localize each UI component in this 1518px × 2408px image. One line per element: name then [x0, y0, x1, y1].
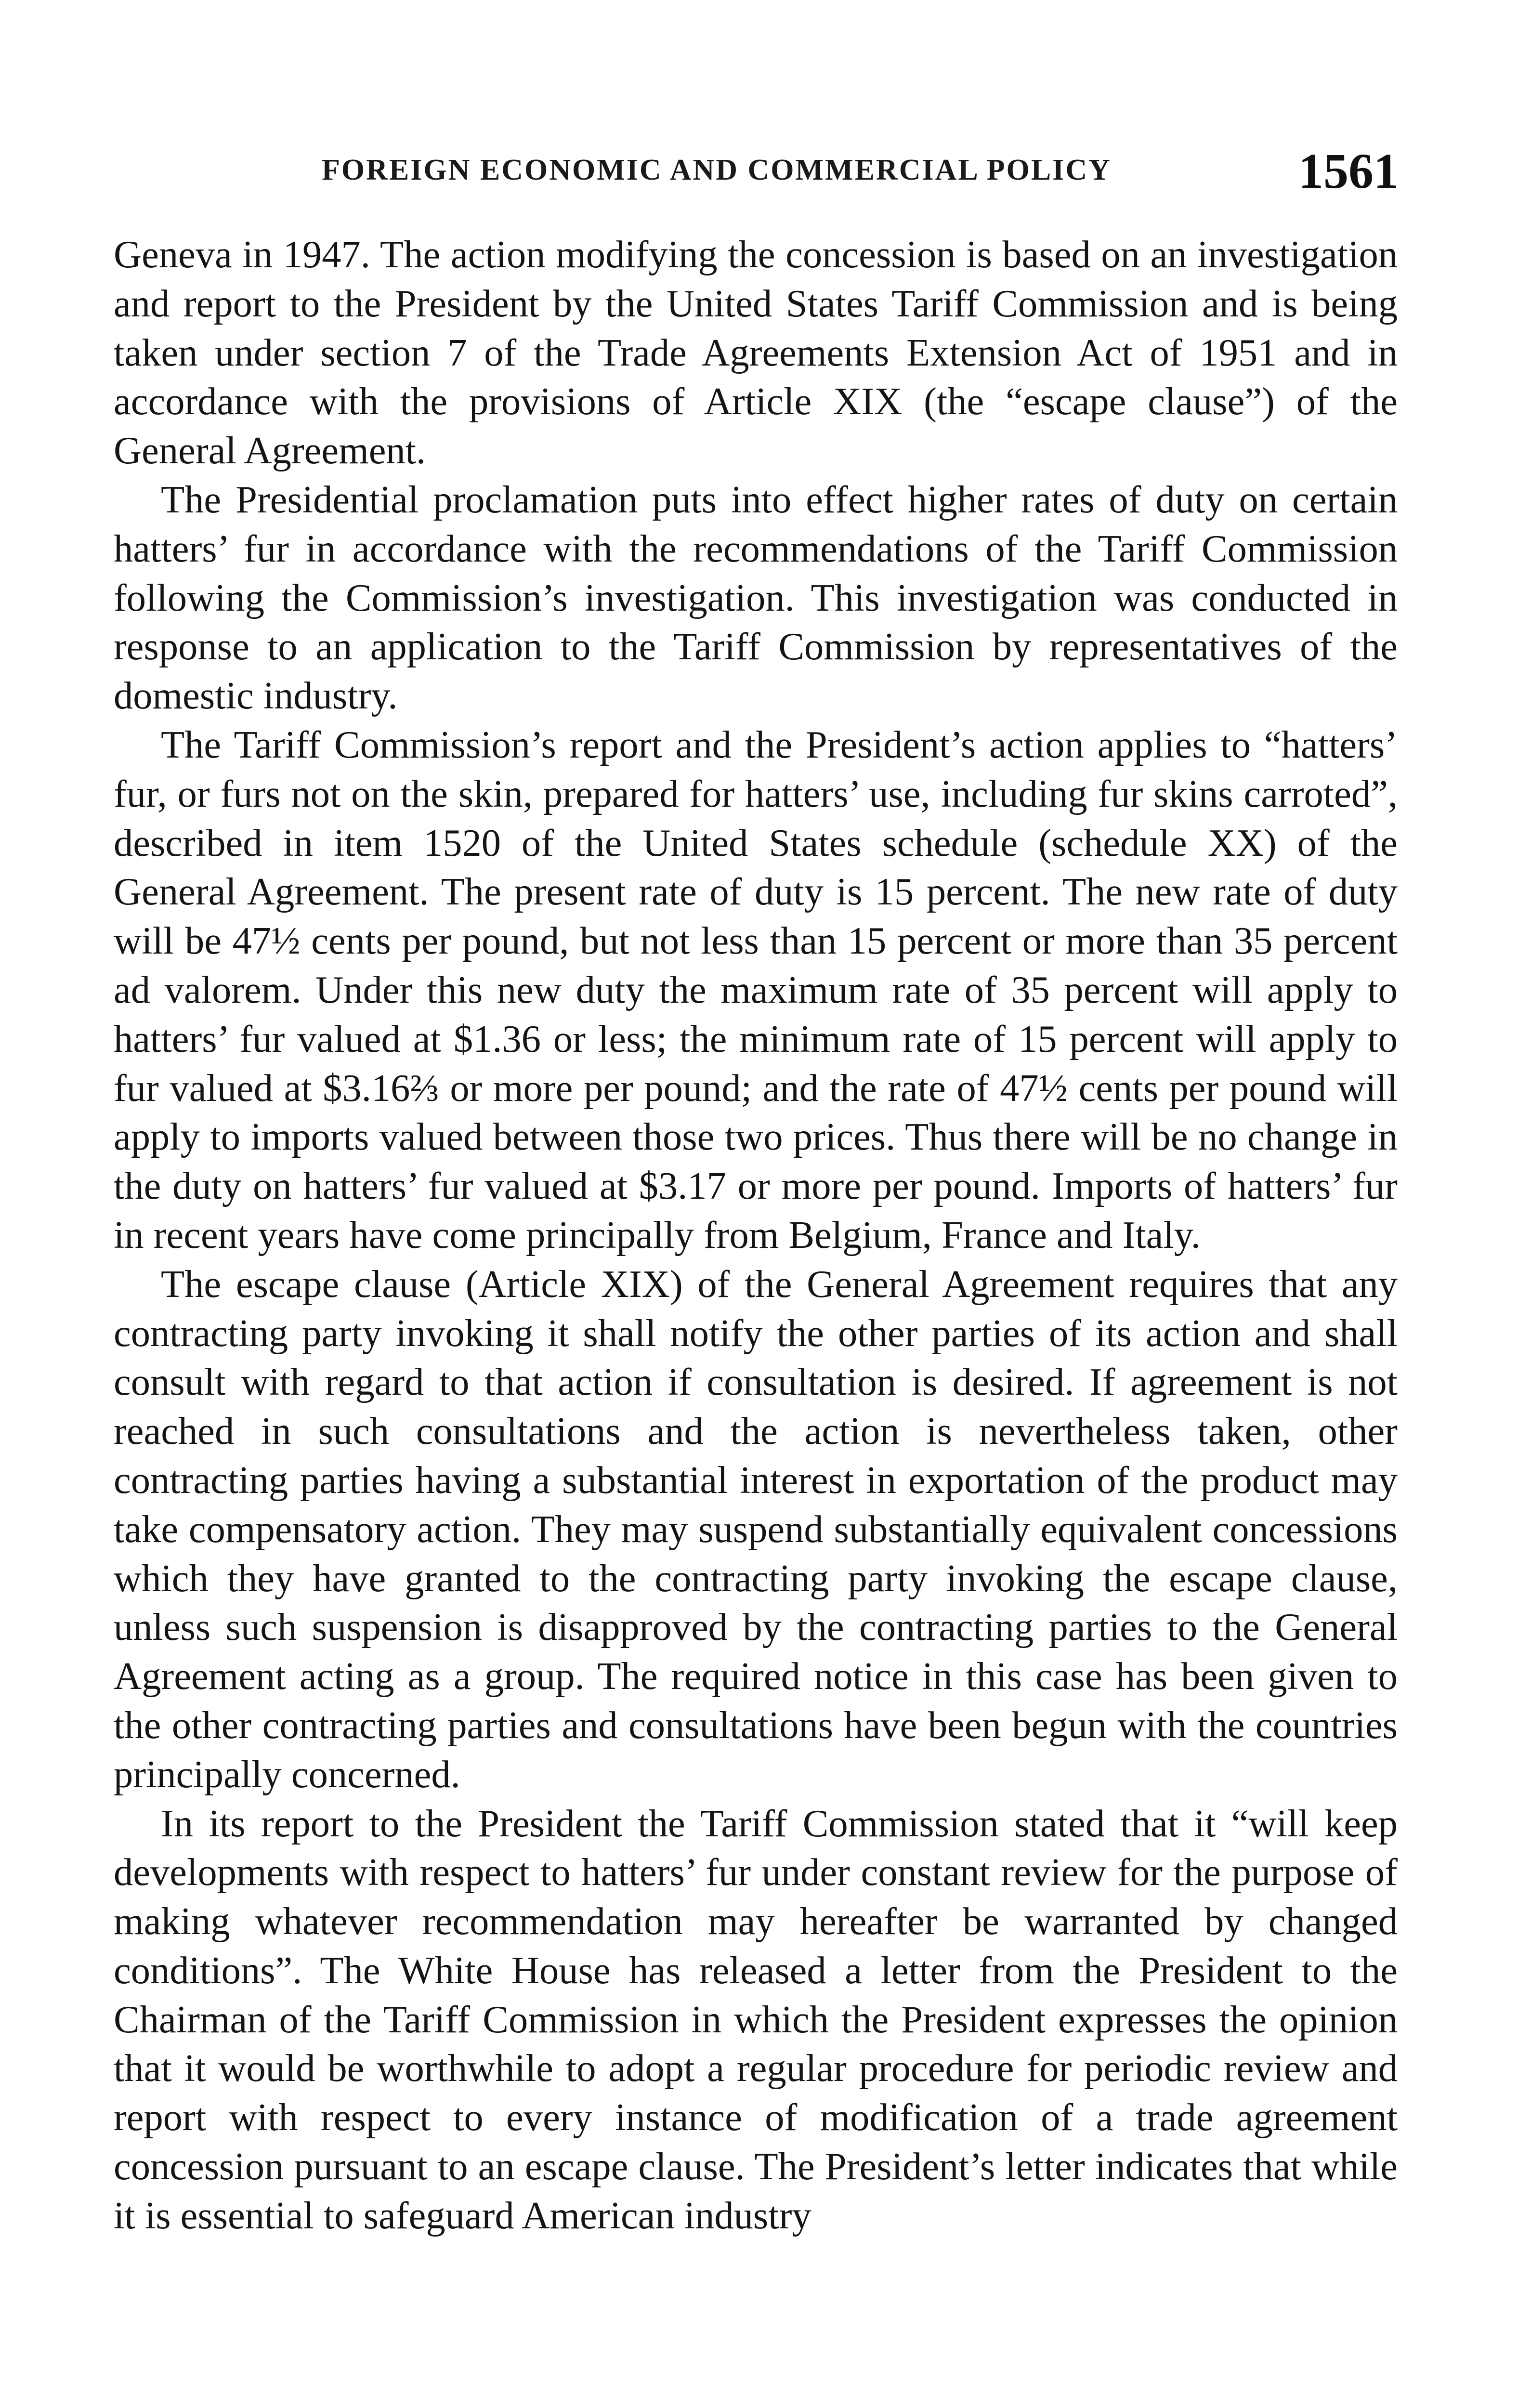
page-number: 1561 [1298, 144, 1399, 199]
running-head: FOREIGN ECONOMIC AND COMMERCIAL POLICY [322, 154, 1112, 186]
paragraph-escape-clause: The escape clause (Article XIX) of the General Agreement requires that any contracting party invoking it shall notify the other parties of its action and shall consult with regard to that action if consultation is desired. If agreement is not reached in such consultations and the action is nevertheless taken, other contracting parties having a substantial interest in exportation of the product may take compensatory action. They may suspend substantially equivalent concessions which they have granted to the contracting party invoking the escape clause, unless such suspension is disapproved by the contracting parties to the General Agreement acting as a group. The required notice in this case has been given to the other contracting parties and consultations have been begun with the countries principally concerned. [114, 1262, 1398, 1796]
paragraph-proclamation: The Presidential proclamation puts into effect higher rates of duty on certain hatters’ fur in accordance with the recommendations of the Tariff Commission following the Commission’s investigation. This investigation was conducted in response to an application to the Tariff Commission by representatives of the domestic industry. [114, 478, 1398, 718]
paragraph-commission-report: In its report to the President the Tariff Commission stated that it “will keep developments with respect to hatters’ fur under constant review for the purpose of making whatever recommendation may hereafter be warranted by changed conditions”. The White House has released a letter from the President to the Chairman of the Tariff Commission in which the President expresses the opinion that it would be worthwhile to adopt a regular procedure for periodic review and report with respect to every instance of modification of a trade agreement concession pursuant to an escape clause. The President’s letter indicates that while it is essential to safeguard American industry [114, 1802, 1398, 2237]
paragraph-tariff-rates: The Tariff Commission’s report and the President’s action applies to “hatters’ fur, or furs not on the skin, prepared for hatters’ use, including fur skins carroted”, described in item 1520 of the United States schedule (schedule XX) of the General Agreement. The present rate of duty is 15 percent. The new rate of duty will be 47½ cents per pound, but not less than 15 percent or more than 35 percent ad valorem. Under this new duty the maximum rate of 35 percent will apply to hatters’ fur valued at $1.36 or less; the minimum rate of 15 percent will apply to fur valued at $3.16⅔ or more per pound; and the rate of 47½ cents per pound will apply to imports valued between those two prices. Thus there will be no change in the duty on hatters’ fur valued at $3.17 or more per pound. Imports of hatters’ fur in recent years have come principally from Belgium, France and Italy. [114, 723, 1398, 1256]
body-text [114, 230, 1398, 2240]
paragraph-continuation: Geneva in 1947. The action modifying the concession is based on an investigation and report to the President by the United States Tariff Commission and is being taken under section 7 of the Trade Agreements Extension Act of 1951 and in accordance with the provisions of Article XIX (the “escape clause”) of the General Agreement. [114, 233, 1398, 472]
